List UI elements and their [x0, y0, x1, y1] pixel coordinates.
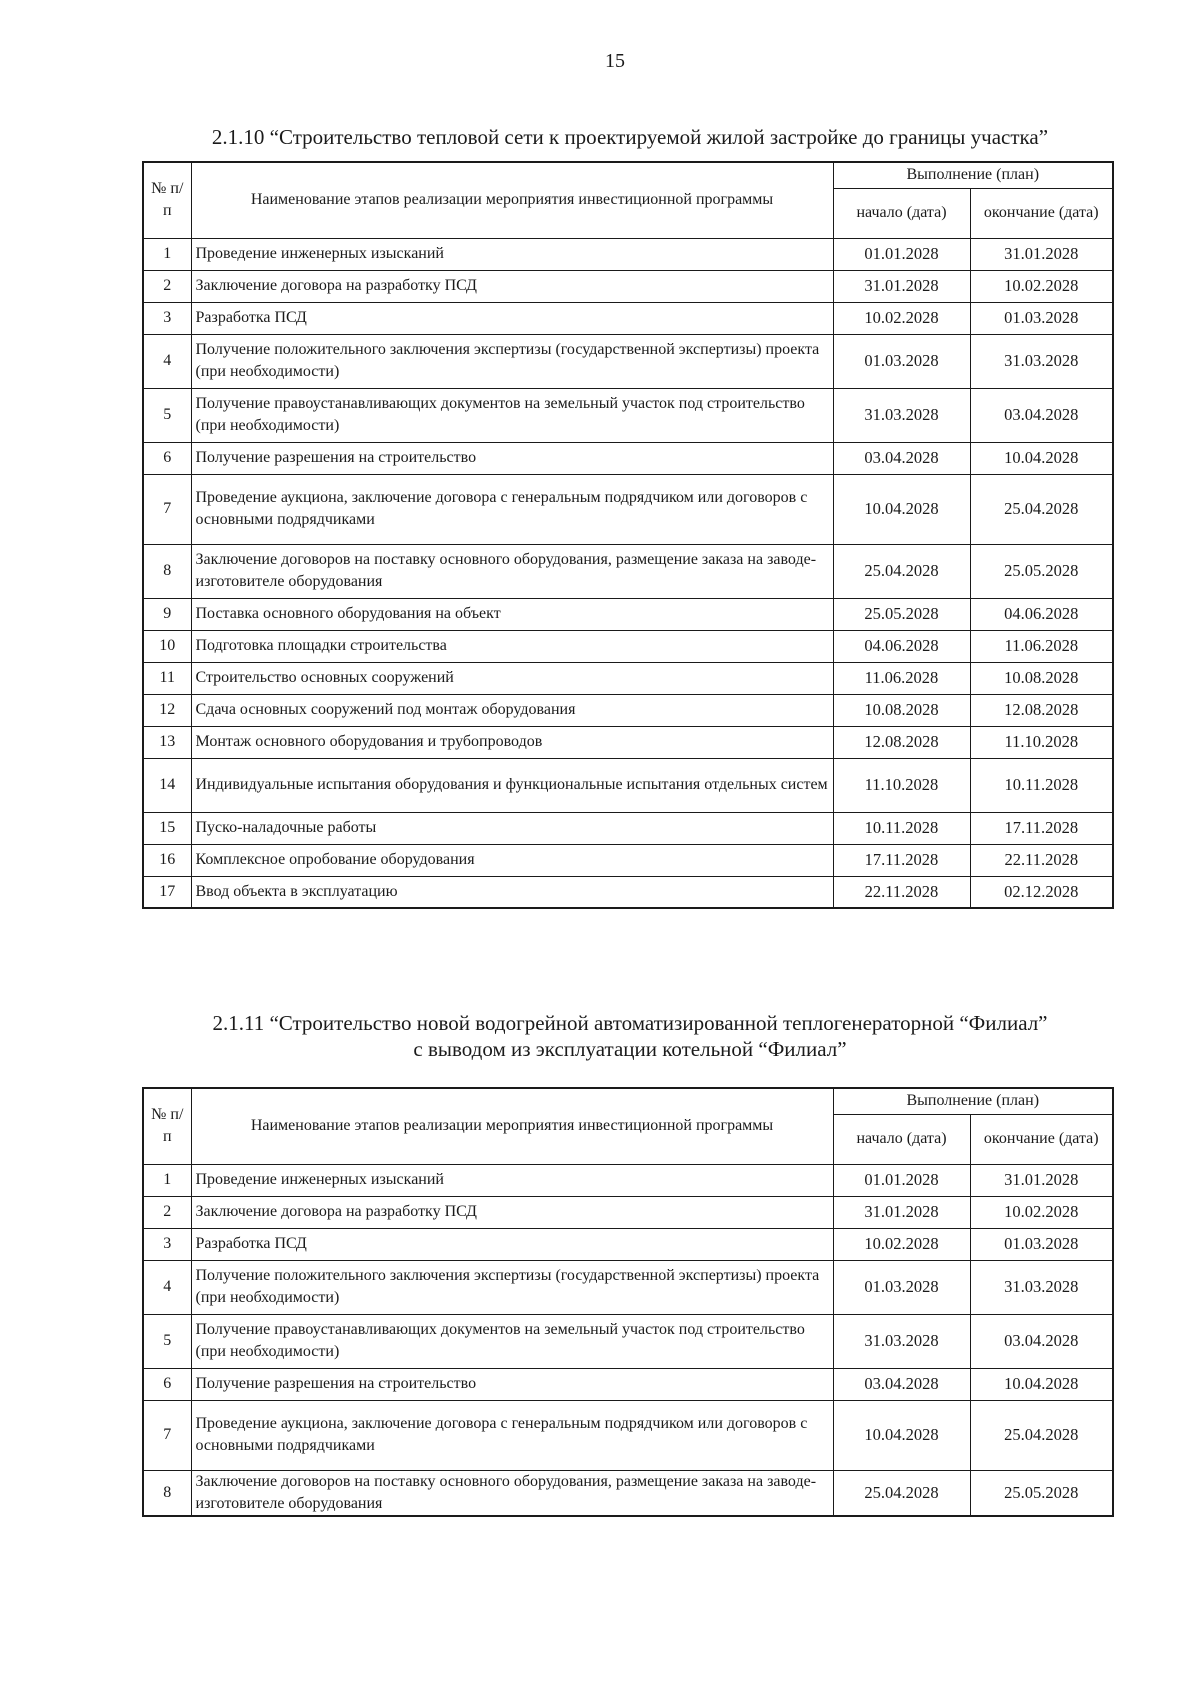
column-header-num: № п/п	[143, 1088, 191, 1164]
row-number: 10	[143, 630, 191, 662]
row-stage-name: Пуско-наладочные работы	[191, 812, 833, 844]
row-end-date: 10.04.2028	[970, 442, 1113, 474]
column-header-num: № п/п	[143, 162, 191, 238]
row-start-date: 25.05.2028	[833, 598, 970, 630]
table-row	[143, 1470, 1113, 1516]
row-number: 8	[143, 1470, 191, 1516]
row-stage-name: Заключение договора на разработку ПСД	[191, 270, 833, 302]
section1-title: 2.1.10 “Строительство тепловой сети к проектируемой жилой застройке до границы участка”	[211, 125, 1049, 149]
section2-title	[150, 1010, 1110, 1062]
row-start-date: 17.11.2028	[833, 844, 970, 876]
row-start-date: 25.04.2028	[833, 544, 970, 598]
row-stage-name: Проведение инженерных изысканий	[191, 238, 833, 270]
table-row	[143, 544, 1113, 598]
row-end-date: 22.11.2028	[970, 844, 1113, 876]
column-header-name: Наименование этапов реализации мероприятия инвестиционной программы	[191, 1088, 833, 1164]
row-stage-name: Получение разрешения на строительство	[191, 1368, 833, 1400]
row-end-date: 31.03.2028	[970, 334, 1113, 388]
row-end-date: 11.10.2028	[970, 726, 1113, 758]
row-start-date: 31.03.2028	[833, 1314, 970, 1368]
row-end-date: 10.04.2028	[970, 1368, 1113, 1400]
row-number: 6	[143, 1368, 191, 1400]
row-end-date: 31.01.2028	[970, 1164, 1113, 1196]
table-row	[143, 1164, 1113, 1196]
row-start-date: 01.01.2028	[833, 238, 970, 270]
row-stage-name: Ввод объекта в эксплуатацию	[191, 876, 833, 908]
column-header-end: окончание (дата)	[970, 188, 1113, 238]
row-start-date: 10.08.2028	[833, 694, 970, 726]
table-row	[143, 876, 1113, 908]
row-start-date: 22.11.2028	[833, 876, 970, 908]
row-number: 14	[143, 758, 191, 812]
row-end-date: 12.08.2028	[970, 694, 1113, 726]
row-start-date: 12.08.2028	[833, 726, 970, 758]
row-end-date: 17.11.2028	[970, 812, 1113, 844]
row-start-date: 31.01.2028	[833, 1196, 970, 1228]
row-start-date: 01.03.2028	[833, 334, 970, 388]
table-row	[143, 758, 1113, 812]
row-stage-name: Получение положительного заключения экспертизы (государственной экспертизы) проекта (при необходимости)	[191, 334, 833, 388]
table-row	[143, 238, 1113, 270]
table-row	[143, 1196, 1113, 1228]
table-row	[143, 694, 1113, 726]
table-row	[143, 1228, 1113, 1260]
column-header-end: окончание (дата)	[970, 1114, 1113, 1164]
schedule-table-2	[142, 1087, 1114, 1517]
column-header-execution: Выполнение (план)	[833, 1088, 1113, 1114]
row-end-date: 01.03.2028	[970, 302, 1113, 334]
table-row	[143, 1314, 1113, 1368]
row-stage-name: Комплексное опробование оборудования	[191, 844, 833, 876]
row-start-date: 10.04.2028	[833, 1400, 970, 1470]
row-number: 2	[143, 1196, 191, 1228]
row-end-date: 03.04.2028	[970, 1314, 1113, 1368]
row-start-date: 31.03.2028	[833, 388, 970, 442]
row-stage-name: Строительство основных сооружений	[191, 662, 833, 694]
table-body	[143, 238, 1113, 908]
row-start-date: 10.11.2028	[833, 812, 970, 844]
table-row	[143, 726, 1113, 758]
row-stage-name: Заключение договоров на поставку основного оборудования, размещение заказа на заводе-изготовителе оборудования	[191, 544, 833, 598]
row-stage-name: Получение правоустанавливающих документов на земельный участок под строительство (при необходимости)	[191, 388, 833, 442]
table-row	[143, 662, 1113, 694]
row-stage-name: Поставка основного оборудования на объект	[191, 598, 833, 630]
row-end-date: 25.05.2028	[970, 544, 1113, 598]
row-start-date: 04.06.2028	[833, 630, 970, 662]
row-stage-name: Заключение договора на разработку ПСД	[191, 1196, 833, 1228]
row-start-date: 10.04.2028	[833, 474, 970, 544]
table-row	[143, 388, 1113, 442]
row-stage-name: Проведение аукциона, заключение договора с генеральным подрядчиком или договоров с основными подрядчиками	[191, 1400, 833, 1470]
row-end-date: 10.11.2028	[970, 758, 1113, 812]
row-number: 17	[143, 876, 191, 908]
section2-title-line1: 2.1.11 “Строительство новой водогрейной автоматизированной теплогенераторной “Филиал”	[212, 1011, 1048, 1035]
row-number: 15	[143, 812, 191, 844]
row-end-date: 03.04.2028	[970, 388, 1113, 442]
row-number: 2	[143, 270, 191, 302]
row-stage-name: Заключение договоров на поставку основного оборудования, размещение заказа на заводе-изготовителе оборудования	[191, 1470, 833, 1516]
row-stage-name: Сдача основных сооружений под монтаж оборудования	[191, 694, 833, 726]
row-start-date: 10.02.2028	[833, 302, 970, 334]
table-row	[143, 442, 1113, 474]
row-stage-name: Монтаж основного оборудования и трубопроводов	[191, 726, 833, 758]
row-number: 8	[143, 544, 191, 598]
row-stage-name: Получение положительного заключения экспертизы (государственной экспертизы) проекта (при необходимости)	[191, 1260, 833, 1314]
row-end-date: 31.03.2028	[970, 1260, 1113, 1314]
row-stage-name: Индивидуальные испытания оборудования и функциональные испытания отдельных систем	[191, 758, 833, 812]
table-row	[143, 270, 1113, 302]
schedule-table-1	[142, 161, 1114, 909]
row-number: 11	[143, 662, 191, 694]
table-row	[143, 474, 1113, 544]
row-stage-name: Разработка ПСД	[191, 302, 833, 334]
row-number: 7	[143, 1400, 191, 1470]
row-end-date: 10.02.2028	[970, 270, 1113, 302]
table-body	[143, 1164, 1113, 1516]
row-end-date: 02.12.2028	[970, 876, 1113, 908]
table-row	[143, 630, 1113, 662]
row-stage-name: Проведение аукциона, заключение договора с генеральным подрядчиком или договоров с основными подрядчиками	[191, 474, 833, 544]
column-header-start: начало (дата)	[833, 188, 970, 238]
row-stage-name: Подготовка площадки строительства	[191, 630, 833, 662]
row-start-date: 25.04.2028	[833, 1470, 970, 1516]
row-stage-name: Разработка ПСД	[191, 1228, 833, 1260]
column-header-name: Наименование этапов реализации мероприятия инвестиционной программы	[191, 162, 833, 238]
row-number: 4	[143, 334, 191, 388]
row-start-date: 11.06.2028	[833, 662, 970, 694]
table-row	[143, 1400, 1113, 1470]
row-number: 4	[143, 1260, 191, 1314]
table-row	[143, 1260, 1113, 1314]
row-number: 16	[143, 844, 191, 876]
column-header-start: начало (дата)	[833, 1114, 970, 1164]
row-number: 1	[143, 238, 191, 270]
row-start-date: 03.04.2028	[833, 442, 970, 474]
row-start-date: 31.01.2028	[833, 270, 970, 302]
row-number: 1	[143, 1164, 191, 1196]
row-end-date: 04.06.2028	[970, 598, 1113, 630]
row-number: 3	[143, 302, 191, 334]
section2-title-line2: с выводом из эксплуатации котельной “Филиал”	[413, 1037, 847, 1061]
page-number: 15	[605, 50, 625, 72]
row-number: 12	[143, 694, 191, 726]
row-stage-name: Получение правоустанавливающих документов на земельный участок под строительство (при необходимости)	[191, 1314, 833, 1368]
row-number: 7	[143, 474, 191, 544]
row-number: 6	[143, 442, 191, 474]
table-row	[143, 1368, 1113, 1400]
row-end-date: 25.04.2028	[970, 474, 1113, 544]
table-row	[143, 844, 1113, 876]
row-number: 13	[143, 726, 191, 758]
row-end-date: 10.08.2028	[970, 662, 1113, 694]
row-end-date: 10.02.2028	[970, 1196, 1113, 1228]
row-number: 5	[143, 1314, 191, 1368]
table-row	[143, 812, 1113, 844]
row-start-date: 01.01.2028	[833, 1164, 970, 1196]
row-end-date: 01.03.2028	[970, 1228, 1113, 1260]
row-end-date: 25.05.2028	[970, 1470, 1113, 1516]
row-end-date: 31.01.2028	[970, 238, 1113, 270]
row-end-date: 11.06.2028	[970, 630, 1113, 662]
row-number: 9	[143, 598, 191, 630]
row-stage-name: Проведение инженерных изысканий	[191, 1164, 833, 1196]
column-header-execution: Выполнение (план)	[833, 162, 1113, 188]
table-row	[143, 302, 1113, 334]
row-start-date: 03.04.2028	[833, 1368, 970, 1400]
row-start-date: 10.02.2028	[833, 1228, 970, 1260]
table-row	[143, 334, 1113, 388]
row-end-date: 25.04.2028	[970, 1400, 1113, 1470]
row-stage-name: Получение разрешения на строительство	[191, 442, 833, 474]
row-number: 3	[143, 1228, 191, 1260]
row-start-date: 11.10.2028	[833, 758, 970, 812]
table-row	[143, 598, 1113, 630]
row-number: 5	[143, 388, 191, 442]
row-start-date: 01.03.2028	[833, 1260, 970, 1314]
